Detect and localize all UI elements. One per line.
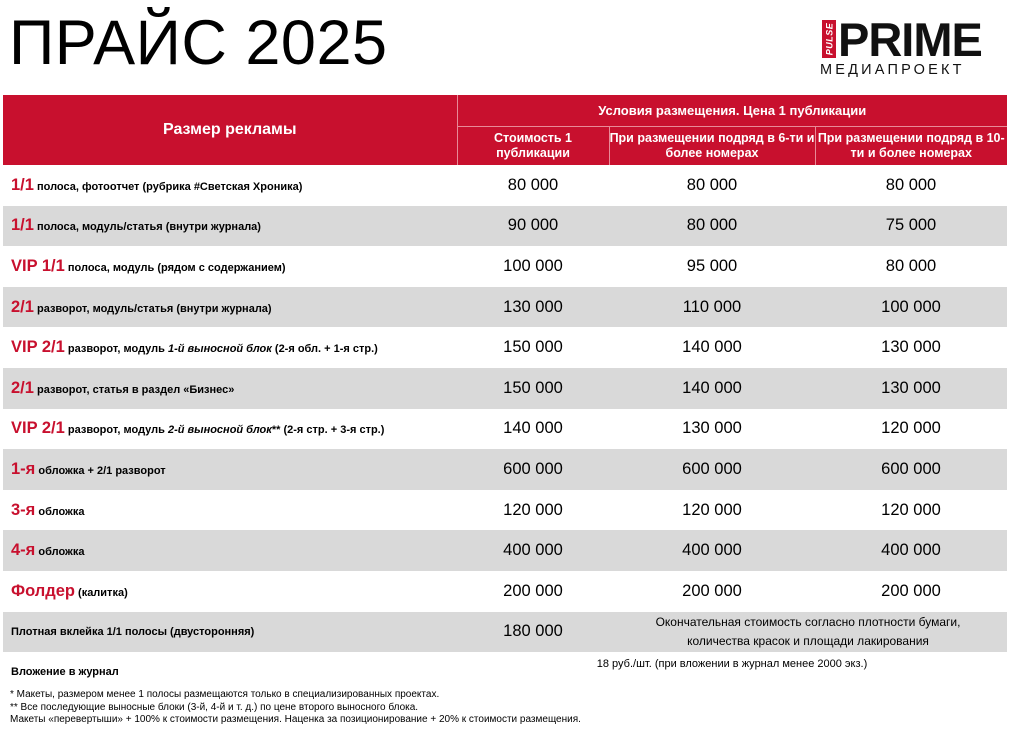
- row-label: [3, 368, 457, 409]
- footnotes: [10, 689, 581, 727]
- price-cell: 400 000: [457, 530, 609, 571]
- footnote: Макеты «перевертыши» + 100% к стоимости размещения. Наценка за позиционирование + 20% к стоимости размещения.: [10, 714, 581, 725]
- format-name: 2/1: [11, 378, 34, 397]
- price-cell: 80 000: [507, 175, 559, 194]
- magazine-insert-price: 18 руб./шт. (при вложении в журнал менее 2000 экз.): [596, 658, 868, 671]
- format-name: VIP 2/1: [11, 338, 65, 357]
- format-description: разворот, модуль/статья (внутри журнала): [33, 302, 272, 315]
- price-cell: 120 000: [682, 500, 742, 519]
- price-cell: 130 000: [815, 368, 1007, 409]
- format-description: полоса, фотоотчет (рубрика #Светская Хроника): [33, 180, 303, 193]
- format-description: обложка: [35, 546, 85, 559]
- row-label: [3, 246, 457, 287]
- row-label: [3, 449, 457, 490]
- format-description: разворот, модуль 1-й выносной блок (2-я обл. + 1-я стр.): [64, 343, 378, 356]
- row-label: [3, 327, 457, 368]
- thick-insert-row: [3, 612, 1007, 653]
- table-row: [3, 490, 1007, 531]
- table-row: [3, 368, 1007, 409]
- format-description: разворот, модуль 2-й выносной блок** (2-я стр. + 3-я стр.): [64, 424, 385, 437]
- format-description: (калитка): [74, 586, 128, 599]
- format-description: полоса, модуль/статья (внутри журнала): [33, 221, 261, 234]
- format-description: обложка + 2/1 разворот: [35, 464, 166, 477]
- footnote: * Макеты, размером менее 1 полосы размещаются только в специализированных проектах.: [10, 689, 440, 700]
- magazine-insert-label: Вложение в журнал: [11, 666, 119, 679]
- format-description: полоса, модуль (рядом с содержанием): [64, 261, 286, 274]
- magazine-insert-row: [3, 652, 1007, 692]
- format-name: VIP 1/1: [11, 256, 65, 275]
- price-cell: 400 000: [815, 530, 1007, 571]
- row-label: [3, 571, 457, 612]
- price-cell: 120 000: [881, 500, 941, 519]
- table-row: [3, 287, 1007, 328]
- format-name: 2/1: [11, 297, 34, 316]
- price-cell: 400 000: [609, 530, 815, 571]
- column-header-6-issues: При размещении подряд в 6-ти и более номерах: [609, 127, 815, 166]
- price-cell: 80 000: [885, 175, 937, 194]
- row-label: [3, 530, 457, 571]
- price-cell: 200 000: [881, 581, 941, 600]
- format-name: 4-я: [11, 541, 36, 560]
- price-cell: 90 000: [457, 206, 609, 247]
- price-cell: 130 000: [457, 287, 609, 328]
- price-cell: 100 000: [503, 256, 563, 275]
- table-row: [3, 206, 1007, 247]
- prime-logo: [820, 14, 1000, 80]
- thick-insert-label: Плотная вклейка 1/1 полосы (двусторонняя): [3, 612, 457, 653]
- price-cell: 95 000: [686, 256, 738, 275]
- price-cell: 80 000: [609, 206, 815, 247]
- price-cell: 130 000: [881, 338, 941, 357]
- table-row: [3, 246, 1007, 287]
- price-cell: 140 000: [682, 338, 742, 357]
- table-row: [3, 409, 1007, 450]
- price-cell: 600 000: [457, 449, 609, 490]
- price-cell: 80 000: [686, 175, 738, 194]
- size-header: Размер рекламы: [3, 95, 457, 165]
- format-description: обложка: [35, 505, 85, 518]
- pulse-mark: PULSE: [822, 20, 836, 58]
- price-cell: 120 000: [503, 500, 563, 519]
- price-cell: 600 000: [609, 449, 815, 490]
- price-cell: 75 000: [815, 206, 1007, 247]
- row-label: [3, 409, 457, 450]
- format-name: 3-я: [11, 500, 36, 519]
- price-cell: 600 000: [815, 449, 1007, 490]
- page-title: ПРАЙС 2025: [9, 8, 388, 78]
- row-label: [3, 490, 457, 531]
- column-header-single: Стоимость 1 публикации: [457, 127, 609, 166]
- price-cell: 140 000: [609, 368, 815, 409]
- column-header-10-issues: При размещении подряд в 10-ти и более номерах: [815, 127, 1007, 166]
- format-name: Фолдер: [11, 581, 75, 600]
- row-label: [3, 287, 457, 328]
- price-cell: 200 000: [682, 581, 742, 600]
- format-name: 1/1: [11, 175, 34, 194]
- price-cell: 110 000: [609, 287, 815, 328]
- footnote: ** Все последующие выносные блоки (3-й, 4-й и т. д.) по цене второго выносного блока.: [10, 701, 419, 713]
- conditions-header: Условия размещения. Цена 1 публикации: [457, 95, 1007, 127]
- format-name: 1/1: [11, 216, 34, 235]
- format-name: VIP 2/1: [11, 419, 65, 438]
- table-row: [3, 165, 1007, 206]
- table-row: [3, 327, 1007, 368]
- price-cell: 150 000: [503, 338, 563, 357]
- price-cell: 130 000: [682, 419, 742, 438]
- price-cell: 80 000: [885, 256, 937, 275]
- format-name: 1-я: [11, 459, 36, 478]
- price-cell: 120 000: [881, 419, 941, 438]
- row-label: [3, 206, 457, 247]
- price-table: [3, 95, 1007, 692]
- price-cell: 200 000: [503, 581, 563, 600]
- logo-wordmark: PRIME: [838, 13, 982, 66]
- table-row: [3, 449, 1007, 490]
- price-cell: 150 000: [457, 368, 609, 409]
- logo-subtitle: МЕДИАПРОЕКТ: [820, 62, 965, 78]
- price-cell: 100 000: [815, 287, 1007, 328]
- thick-insert-price: 180 000: [457, 612, 609, 653]
- price-cell: 140 000: [503, 419, 563, 438]
- table-row: [3, 530, 1007, 571]
- format-description: разворот, статья в раздел «Бизнес»: [33, 383, 235, 396]
- table-row: [3, 571, 1007, 612]
- row-label: [3, 165, 457, 206]
- thick-insert-note: Окончательная стоимость согласно плотности бумаги, количества красок и площади лакирования: [609, 612, 1007, 653]
